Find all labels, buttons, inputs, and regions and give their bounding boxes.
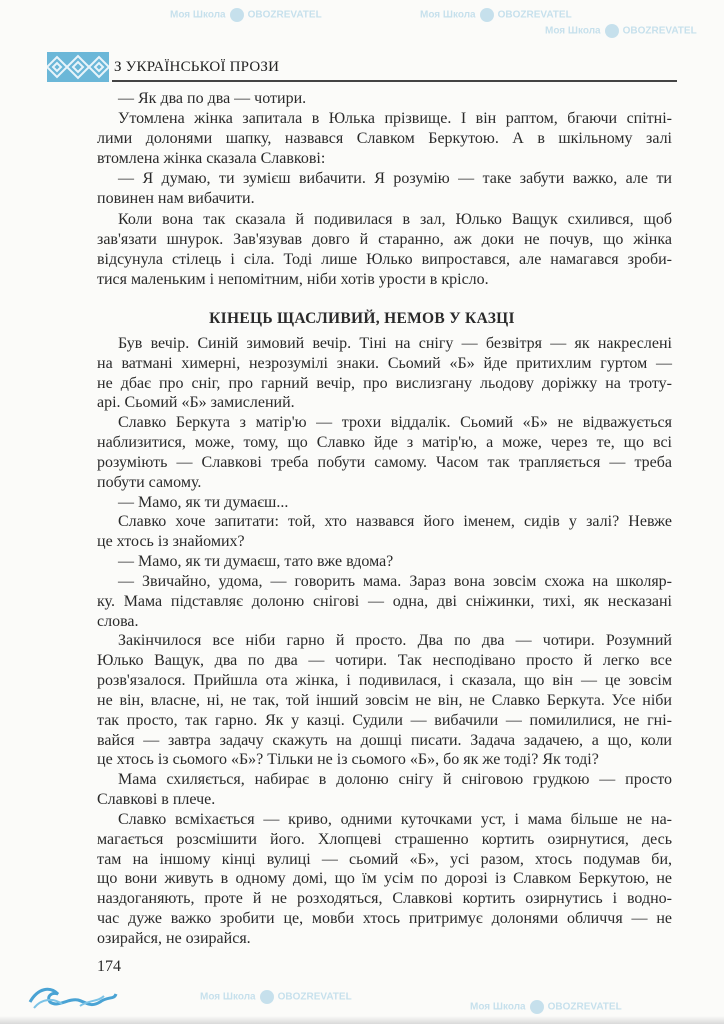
text-line: — Звичайно, удома, — говорить мама. Зараз вона зовсім схожа на школяр- (118, 573, 672, 590)
text-line: Славко Беркута з матір'ю — трохи віддалік. Сьомий «Б» не відважується (118, 414, 672, 431)
text-line: Був вечір. Синій зимовий вечір. Тіні на снігу — безвітря — як накреслені (118, 335, 672, 352)
text-line: магається розсмішити його. Хлопцеві страшенно кортить озирнутися, десь (97, 831, 672, 848)
text-line: Славко всміхається — криво, одними куточками уст, і мама більше не на- (118, 811, 672, 828)
text-line: наблизитися, може, тому, що Славко йде з матір'ю, а може, через те, що всі (97, 434, 672, 451)
text-line: це хтось із сьомого «Б»? Тільки не із сьомого «Б», бо як же тоді? Як тоді? (97, 751, 599, 768)
text-line: що вони живуть в одному домі, що їм усім по дорозі із Славком Беркутою, не (97, 870, 672, 887)
text-line: Закінчилося все ніби гарно й просто. Два по два — чотири. Розумний (118, 632, 672, 649)
text-line: втомлена жінка сказала Славкові: (97, 150, 326, 167)
text-line: відсунула стілець і сіла. Тоді лише Юлько випростався, але намагався зроби- (97, 251, 672, 268)
folk-ornament-icon (47, 52, 109, 82)
text-line: Славкові в плече. (97, 791, 216, 808)
section-title: З УКРАЇНСЬКОЇ ПРОЗИ (114, 59, 280, 75)
watermark-brand: Моя Школа (170, 9, 226, 21)
text-line: — Я думаю, ти зумієш вибачити. Я розумію — таке забути важко, але ти (118, 170, 672, 187)
text-line: повинен нам вибачити. (97, 190, 255, 207)
watermark-brand: Моя Школа (200, 991, 256, 1003)
text-line: час дуже важко зробити це, мовби хтось притримує долонями обличчя — не (97, 910, 672, 927)
text-line: слова. (97, 613, 139, 630)
watermark-brand: Моя Школа (470, 1001, 526, 1013)
wave-ornament-icon (28, 980, 118, 1015)
text-line: там на іншому кінці вулиці — сьомий «Б», усі разом, хтось подумав би, (97, 851, 672, 868)
text-line: тися маленьким і непомітним, ніби хотів урости в крісло. (97, 271, 489, 288)
watermark (170, 8, 322, 23)
watermark (420, 8, 572, 23)
text-line: розв'язалося. Прийшла ота жінка, і подивилася, і сказала, що він — це зовсім (97, 672, 672, 689)
text-line: — Мамо, як ти думаєш... (118, 494, 289, 511)
text-line: ку. Мама підставляє долоню снігові — одна, дві сніжинки, тихі, як несказані (97, 593, 672, 610)
watermark-logo-icon (480, 8, 494, 22)
watermark (470, 1000, 622, 1015)
text-line: розуміють — Славкові треба побути самому. Часом так трапляється — треба (97, 454, 672, 471)
chapter-heading: КІНЕЦЬ ЩАСЛИВИЙ, НЕМОВ У КАЗЦІ (209, 310, 515, 327)
text-line: на ватмані химерні, незрозумілі знаки. Сьомий «Б» йде притихлим гуртом — (97, 355, 672, 372)
watermark-brand: OBOZREVATEL (547, 1001, 622, 1013)
text-line: арі. Сьомий «Б» замислений. (97, 394, 295, 411)
watermark-logo-icon (260, 990, 274, 1004)
text-line: — Як два по два — чотири. (118, 90, 307, 107)
watermark-brand: OBOZREVATEL (277, 991, 352, 1003)
text-line: Юлько Ващук, два по два — чотири. Так несподівано просто й легко все (97, 652, 672, 669)
text-line: озирайся, не озирайся. (97, 930, 251, 947)
text-line: Утомлена жінка запитала в Юлька прізвище. І він раптом, бгаючи спітні- (118, 110, 672, 127)
text-line: не дбає про сніг, про гарний вечір, про вислизгану льодову доріжку на троту- (97, 375, 672, 392)
header-rule (112, 80, 677, 82)
page-edge (0, 1016, 724, 1024)
watermark-logo-icon (230, 8, 244, 22)
text-line: — Мамо, як ти думаєш, тато вже вдома? (118, 553, 394, 570)
text-line: не він, власне, ні, не так, той інший зовсім не він, не Славко Беркута. Усе ніби (97, 692, 672, 709)
watermark-logo-icon (530, 1000, 544, 1014)
text-line: лими долонями шапку, назвався Славком Беркутою. А в шкільному залі (97, 130, 672, 147)
text-line: вайся — завтра задачу скажуть на дошці писати. Задача задачею, а що, коли (97, 732, 672, 749)
page-number: 174 (97, 958, 121, 975)
watermark-logo-icon (605, 24, 619, 38)
watermark (545, 24, 697, 39)
text-line: зав'язати шнурок. Зав'язував довго й старанно, аж доки не почув, що жінка (97, 231, 672, 248)
watermark-brand: Моя Школа (545, 25, 601, 37)
watermark-brand: Моя Школа (420, 9, 476, 21)
text-line: це хтось із знайомих? (97, 533, 245, 550)
text-line: побути самому. (97, 474, 202, 491)
text-line: Славко хоче запитати: той, хто назвався його іменем, сидів у залі? Невже (118, 513, 672, 530)
text-line: так просто, так гарно. Як у казці. Судили — вибачили — помилилися, не гні- (97, 712, 672, 729)
text-line: Мама схиляється, набирає в долоню снігу й сніговою грудкою — просто (118, 771, 672, 788)
text-line: наздоганяють, проте й не розходяться, Славкові кортить озирнутись і водно- (97, 890, 672, 907)
text-line: Коли вона так сказала й подивилася в зал, Юлько Ващук схилився, щоб (118, 211, 672, 228)
watermark-brand: OBOZREVATEL (497, 9, 572, 21)
watermark-brand: OBOZREVATEL (622, 25, 697, 37)
watermark (200, 990, 352, 1005)
watermark-brand: OBOZREVATEL (247, 9, 322, 21)
